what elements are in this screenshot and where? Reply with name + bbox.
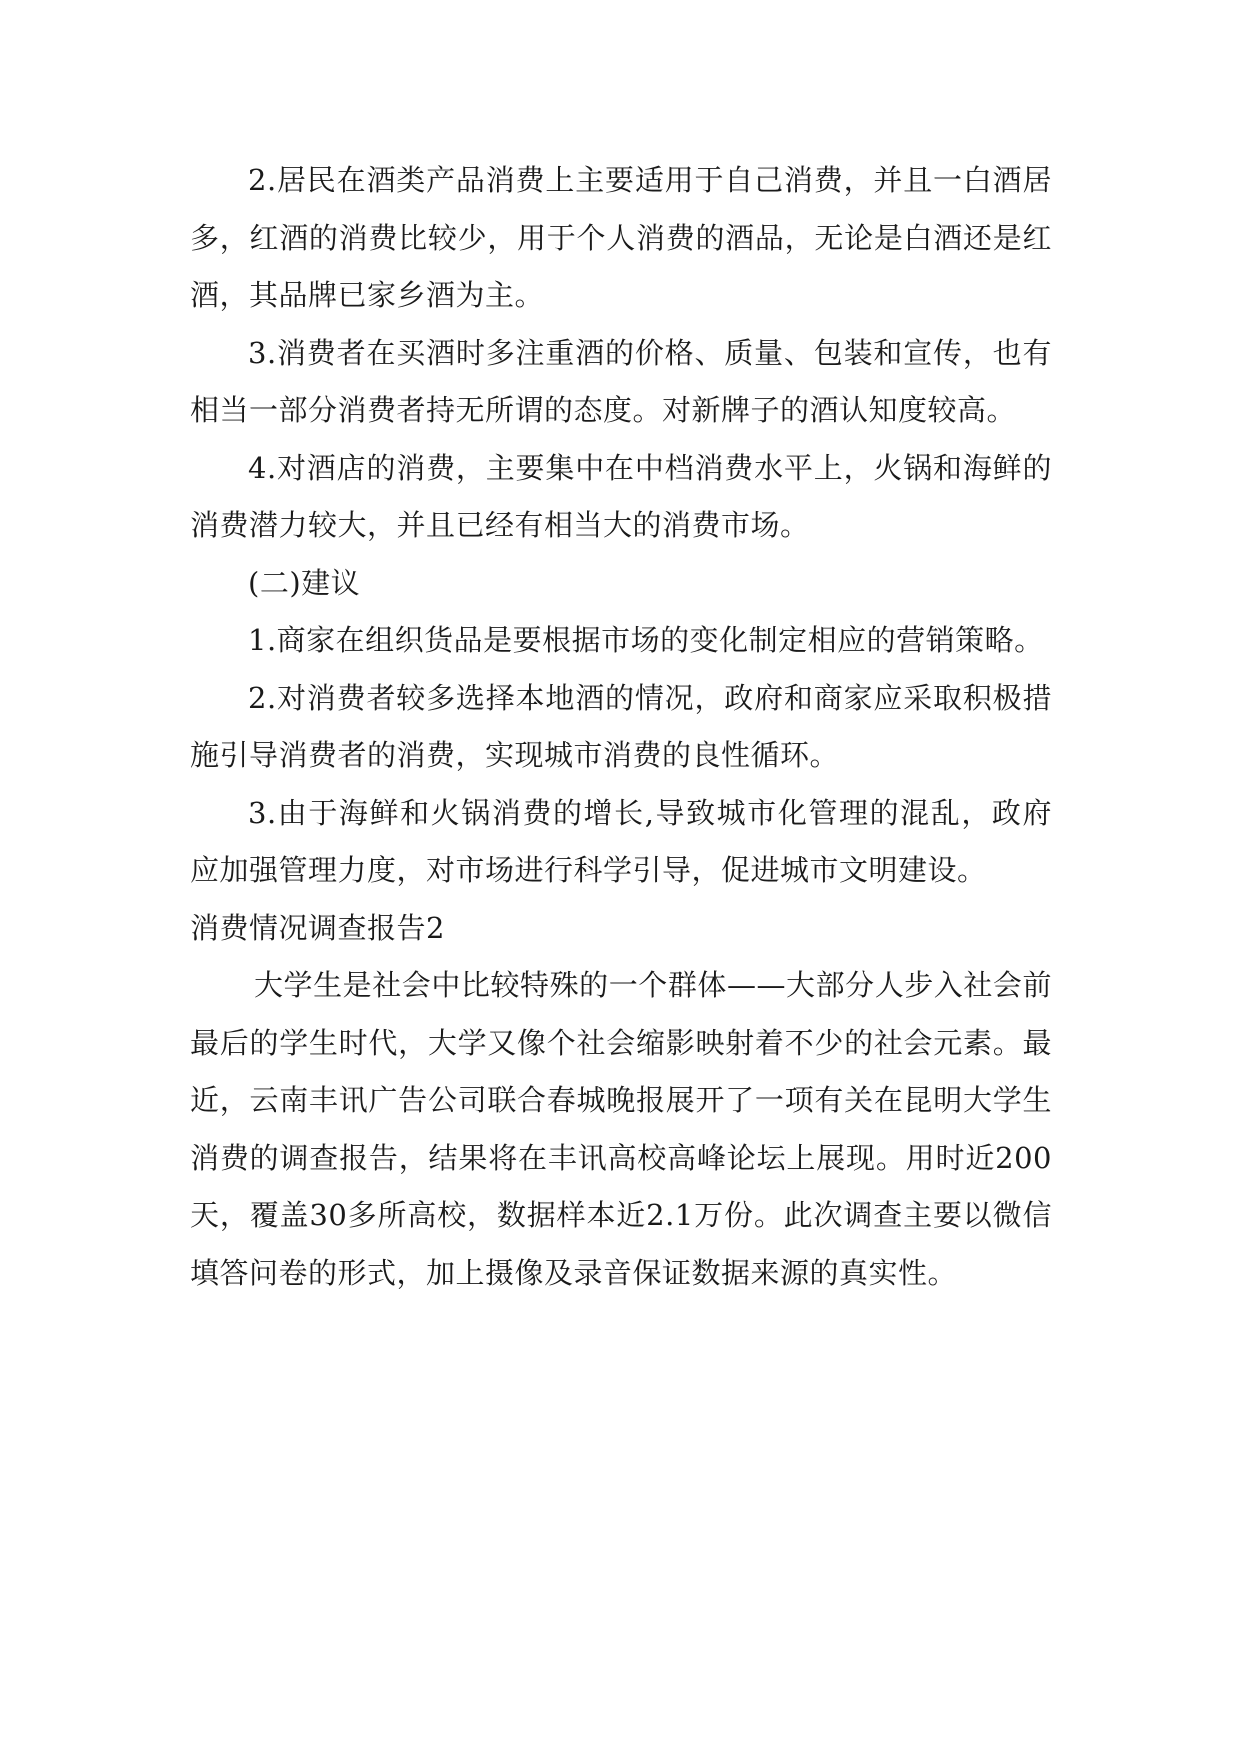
finding-paragraph-4: 4.对酒店的消费，主要集中在中档消费水平上，火锅和海鲜的消费潜力较大，并且已经有相当大的消费市场。 [190,450,1052,542]
suggestion-paragraph-2: 2.对消费者较多选择本地酒的情况，政府和商家应采取积极措施引导消费者的消费，实现城市消费的良性循环。 [190,680,1052,772]
report-intro-paragraph: 大学生是社会中比较特殊的一个群体——大部分人步入社会前最后的学生时代，大学又像个社会缩影映射着不少的社会元素。最近，云南丰讯广告公司联合春城晚报展开了一项有关在昆明大学生消费的调查报告，结果将在丰讯高校高峰论坛上展现。用时近200天，覆盖30多所高校，数据样本近2.1万份。此次调查主要以微信填答问卷的形式，加上摄像及录音保证数据来源的真实性。 [190,968,1052,1290]
section-heading-suggestions: (二)建议 [248,565,361,600]
document-body [190,152,1052,1302]
finding-paragraph-3: 3.消费者在买酒时多注重酒的价格、质量、包装和宣传，也有相当一部分消费者持无所谓的态度。对新牌子的酒认知度较高。 [190,335,1052,427]
report-title: 消费情况调查报告2 [190,910,445,945]
suggestion-paragraph-3: 3.由于海鲜和火锅消费的增长,导致城市化管理的混乱，政府应加强管理力度，对市场进行科学引导，促进城市文明建设。 [190,795,1052,887]
finding-paragraph-2: 2.居民在酒类产品消费上主要适用于自己消费，并且一白酒居多，红酒的消费比较少，用于个人消费的酒品，无论是白酒还是红酒，其品牌已家乡酒为主。 [190,163,1052,312]
suggestion-paragraph-1: 1.商家在组织货品是要根据市场的变化制定相应的营销策略。 [248,623,1044,657]
